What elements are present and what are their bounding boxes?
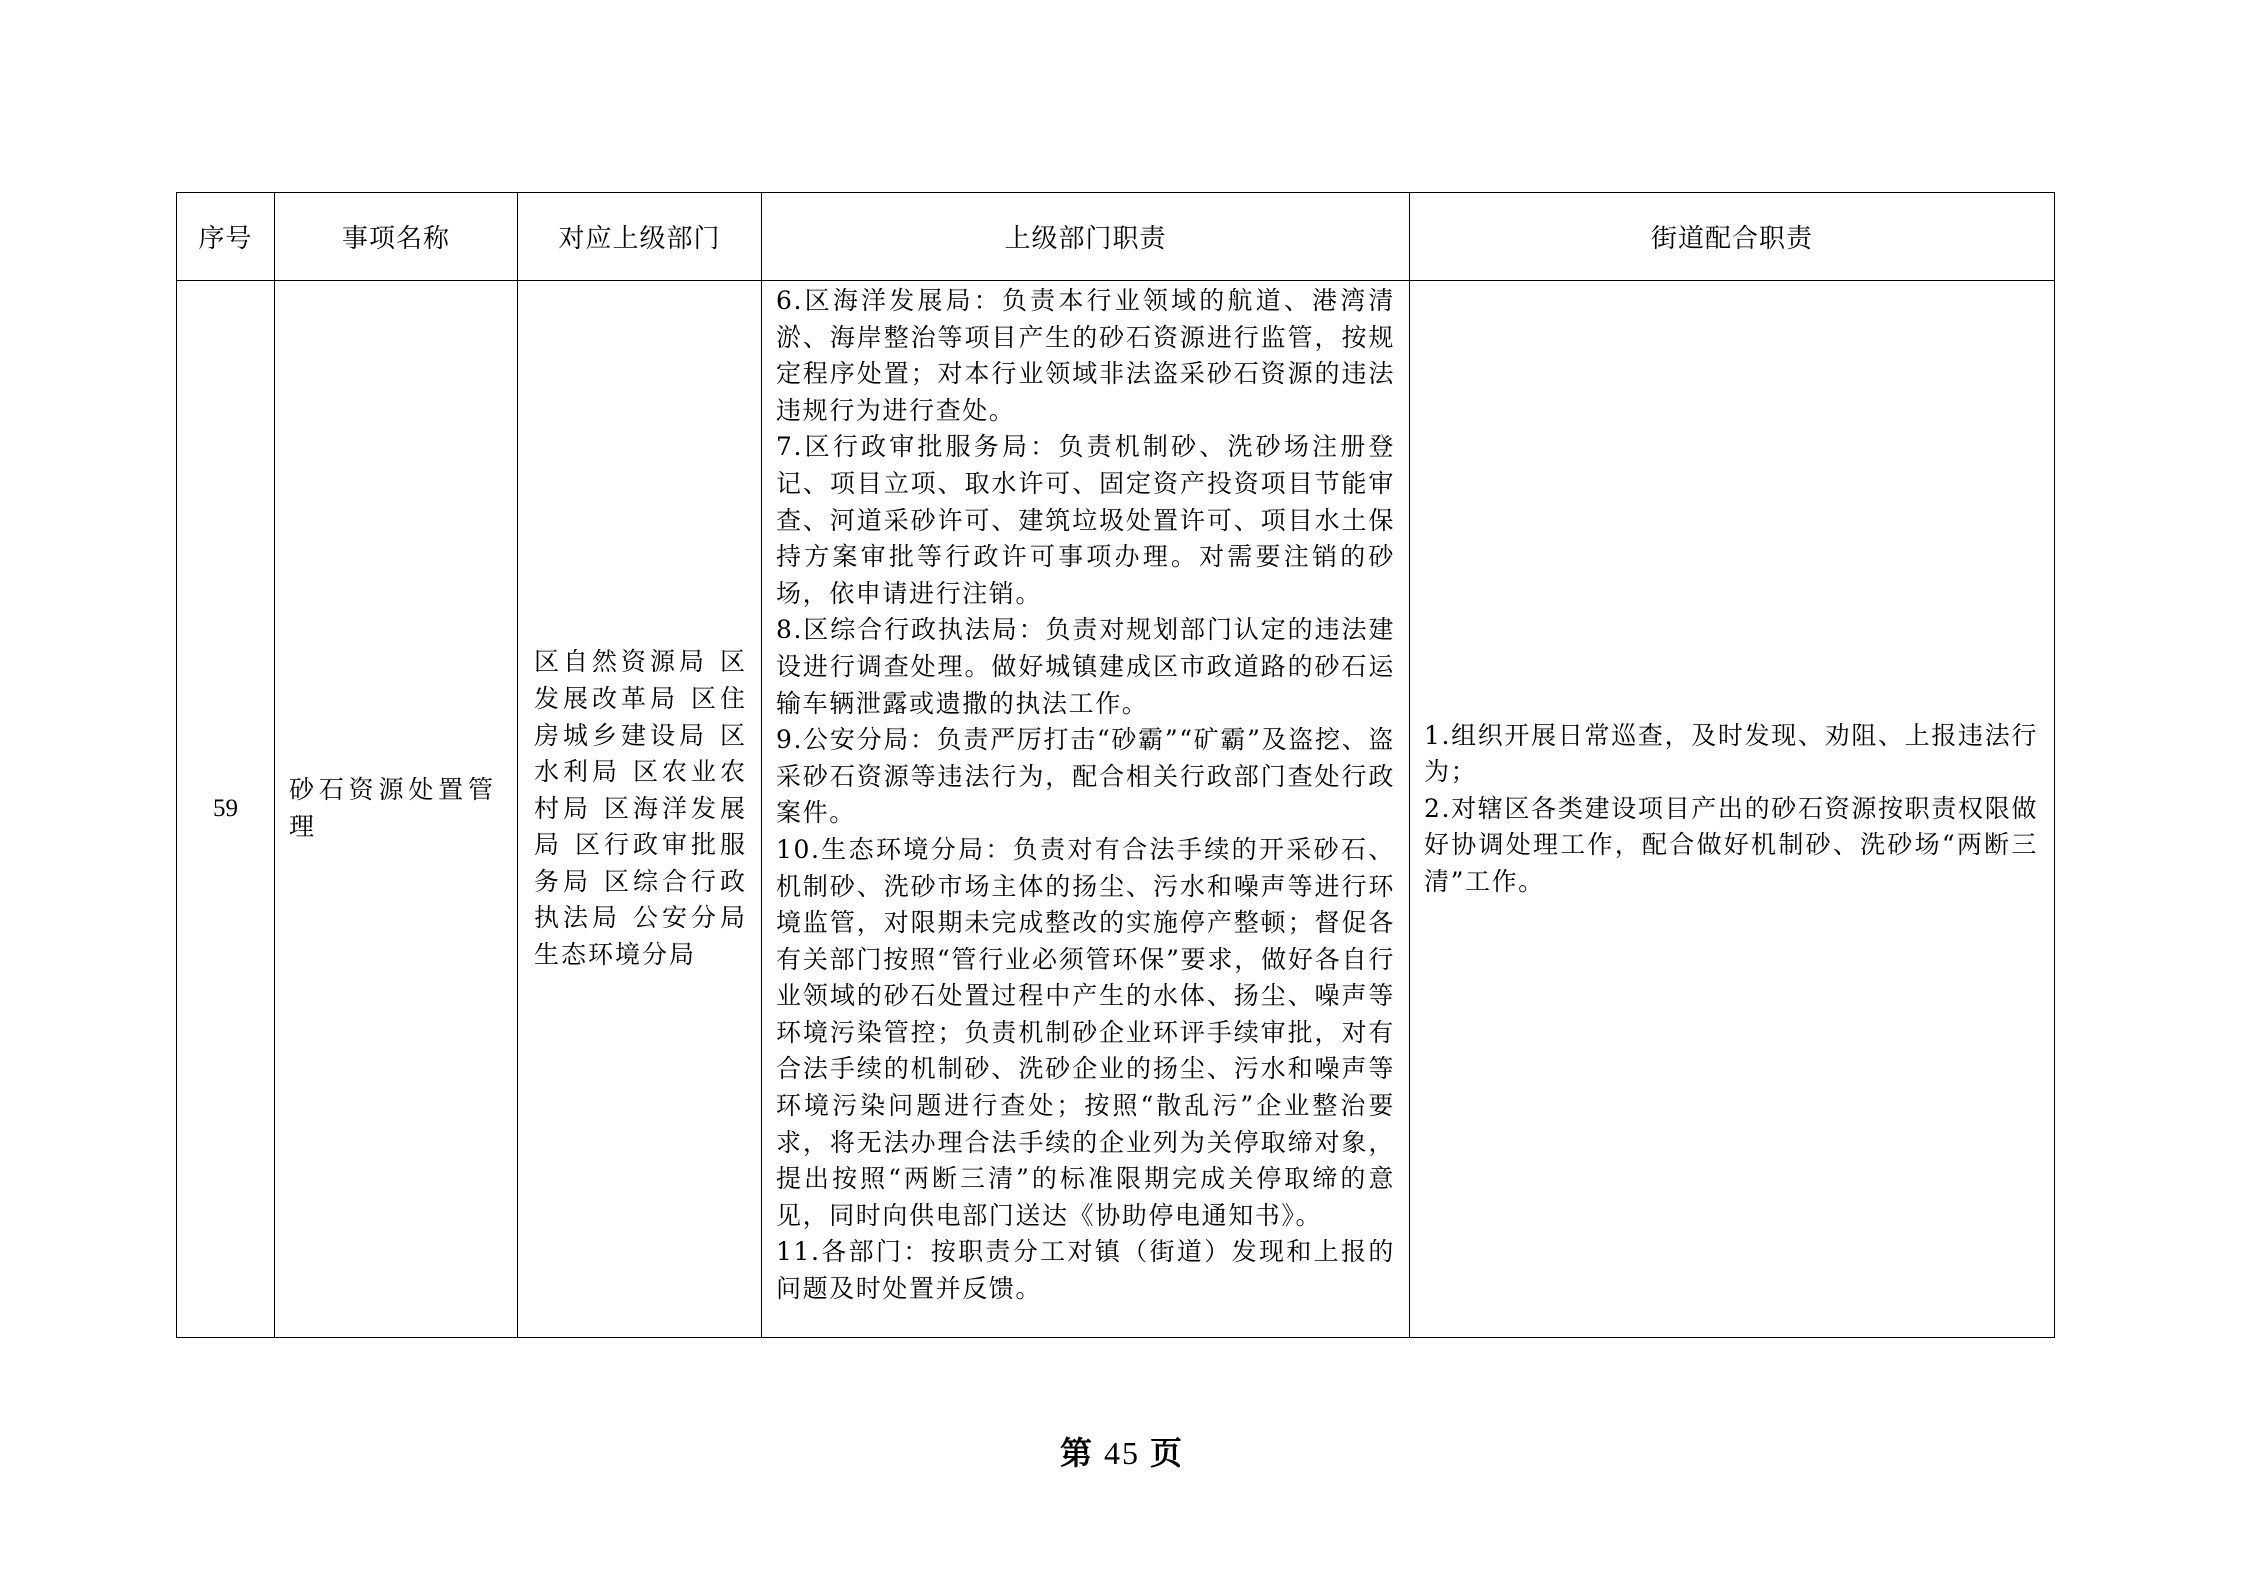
- header-item-name: 事项名称: [275, 193, 518, 281]
- upper-duties-list: [776, 281, 1395, 1308]
- page-number: 45: [1104, 1435, 1140, 1471]
- header-seq: 序号: [177, 193, 275, 281]
- upper-duty-item: 6.区海洋发展局：负责本行业领域的航道、港湾清淤、海岸整治等项目产生的砂石资源进行监管，按规定程序处置；对本行业领域非法盗采砂石资源的违法违规行为进行查处。: [776, 286, 1395, 425]
- upper-duty-item: 8.区综合行政执法局：负责对规划部门认定的违法建设进行调查处理。做好城镇建成区市政道路的砂石运输车辆泄露或遗撒的执法工作。: [776, 615, 1395, 718]
- row-upper-duties: [762, 281, 1410, 1338]
- table-row: [177, 281, 2055, 1338]
- header-upper-department: 对应上级部门: [518, 193, 762, 281]
- row-item-name: 砂石资源处置管理: [275, 281, 518, 1338]
- page-suffix: 页: [1150, 1434, 1185, 1472]
- header-street-duties: 街道配合职责: [1410, 193, 2055, 281]
- row-street-duties: [1410, 281, 2055, 1338]
- table-header-row: [177, 193, 2055, 281]
- street-duties-list: [1424, 718, 2038, 901]
- upper-duty-item: 10.生态环境分局：负责对有合法手续的开采砂石、机制砂、洗砂市场主体的扬尘、污水和噪声等进行环境监管，对限期未完成整改的实施停产整顿；督促各有关部门按照“管行业必须管环保”要求，做好各自行业领域的砂石处置过程中产生的水体、扬尘、噪声等环境污染管控；负责机制砂企业环评手续审批，对有合法手续的机制砂、洗砂企业的扬尘、污水和噪声等环境污染问题进行查处；按照“散乱污”企业整治要求，将无法办理合法手续的企业列为关停取缔对象，提出按照“两断三清”的标准限期完成关停取缔的意见，同时向供电部门送达《协助停电通知书》。: [776, 834, 1395, 1230]
- upper-duty-item: 9.公安分局：负责严厉打击“砂霸”“矿霸”及盗挖、盗采砂石资源等违法行为，配合相关行政部门查处行政案件。: [776, 725, 1395, 828]
- row-upper-department: 区自然资源局 区发展改革局 区住房城乡建设局 区水利局 区农业农村局 区海洋发展局 区行政审批服务局 区综合行政执法局 公安分局 生态环境分局: [518, 281, 762, 1338]
- street-duty-item: 1.组织开展日常巡查，及时发现、劝阻、上报违法行为；: [1424, 720, 2038, 787]
- upper-duty-item: 11.各部门：按职责分工对镇（街道）发现和上报的问题及时处置并反馈。: [776, 1237, 1395, 1304]
- page-prefix: 第: [1059, 1434, 1094, 1472]
- row-seq: 59: [177, 281, 275, 1338]
- header-upper-duties: 上级部门职责: [762, 193, 1410, 281]
- street-duty-item: 2.对辖区各类建设项目产出的砂石资源按职责权限做好协调处理工作，配合做好机制砂、洗砂场“两断三清”工作。: [1424, 793, 2038, 896]
- duty-table: [176, 192, 2055, 1338]
- upper-duty-item: 7.区行政审批服务局：负责机制砂、洗砂场注册登记、项目立项、取水许可、固定资产投资项目节能审查、河道采砂许可、建筑垃圾处置许可、项目水土保持方案审批等行政许可事项办理。对需要注销的砂场，依申请进行注销。: [776, 432, 1395, 608]
- page-number-footer: [0, 1428, 2244, 1474]
- duty-table-container: [176, 192, 2054, 1338]
